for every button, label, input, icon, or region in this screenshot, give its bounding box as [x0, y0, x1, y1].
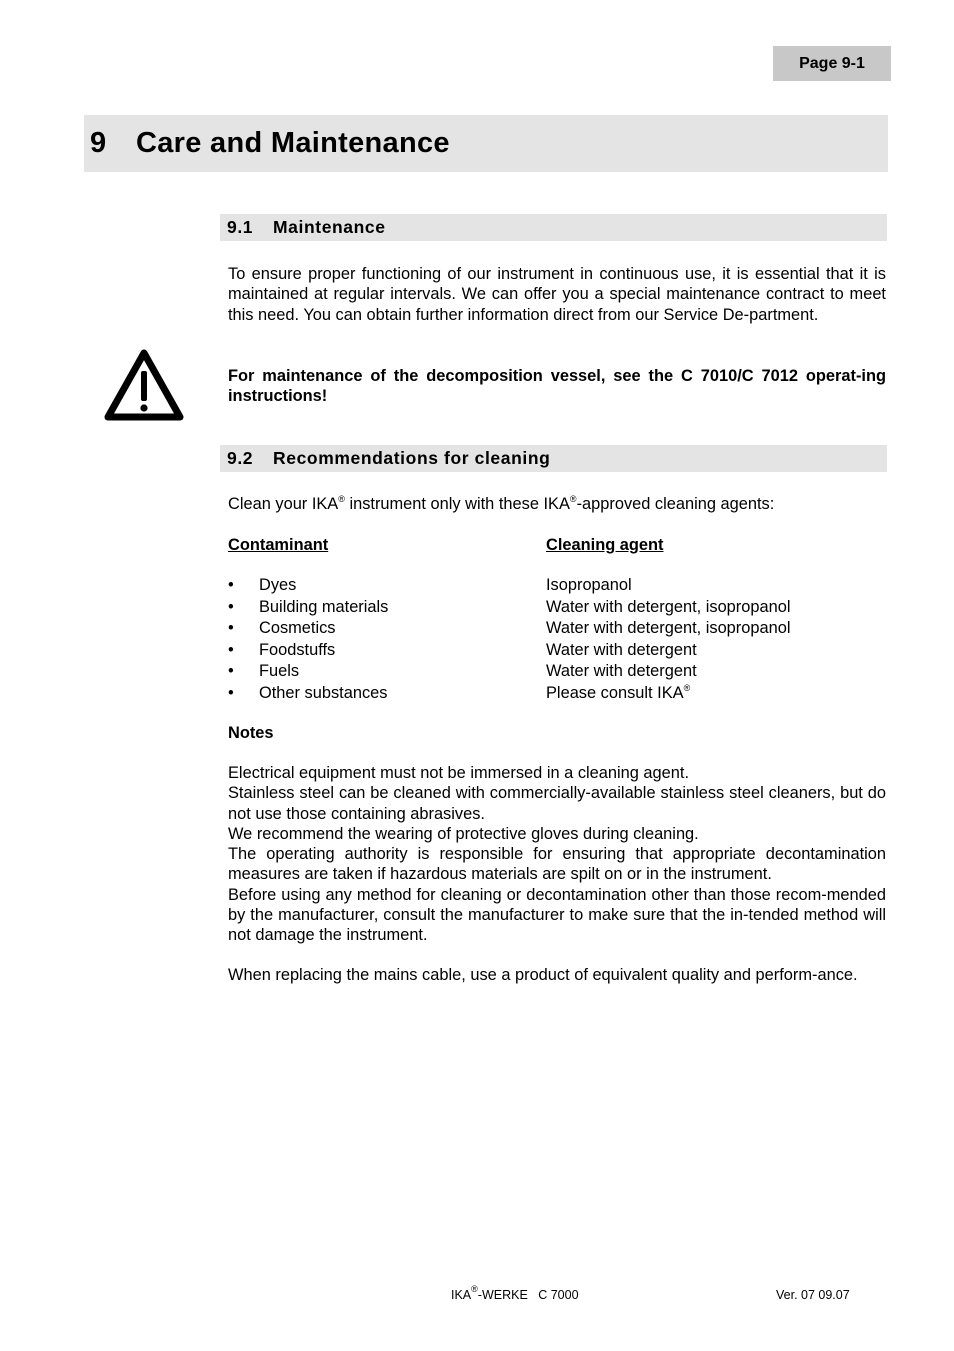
cleaning-agent: [546, 684, 690, 703]
contaminant: Building materials: [259, 597, 389, 616]
table-row: [228, 576, 888, 597]
chapter-heading: [84, 115, 888, 172]
page-number: Page 9-1: [799, 54, 865, 72]
cleaning-agent: Isopropanol: [546, 576, 632, 594]
note-item: Electrical equipment must not be immersed in a cleaning agent.: [228, 764, 690, 782]
cleaning-agent: Water with detergent: [546, 640, 697, 659]
bullet: •: [228, 662, 234, 680]
section-title: Recommendations for cleaning: [273, 448, 551, 468]
table-row: [228, 684, 888, 705]
maintenance-warning-text: For maintenance of the decomposition vessel, see the C 7010/C 7012 operat-ing instructions!: [228, 367, 886, 406]
cleaning-intro: [228, 494, 886, 514]
maintenance-paragraph: To ensure proper functioning of our instrument in continuous use, it is essential that it is maintained at regular intervals. We can offer you a special maintenance contract to meet this need. You can obtain further information direct from our Service De-partment.: [228, 265, 886, 324]
section-number: 9.1: [227, 217, 254, 237]
bullet: •: [228, 640, 234, 659]
registered-mark: ®: [338, 494, 345, 504]
cleaning-agent: Water with detergent, isopropanol: [546, 619, 791, 637]
page-number-badge: [773, 46, 891, 81]
registered-mark: ®: [569, 494, 577, 504]
agent-text: Please consult IKA: [546, 683, 684, 702]
footer-version: Ver. 07 09.07: [776, 1288, 850, 1302]
footer-brand: [451, 1284, 579, 1302]
registered-mark: ®: [471, 1284, 478, 1294]
chapter-title: Care and Maintenance: [136, 127, 450, 159]
bullet: •: [228, 576, 234, 594]
contaminant: Fuels: [259, 662, 300, 680]
note-item: Stainless steel can be cleaned with commercially-available stainless steel cleaners, but do not use those containing abrasives.: [228, 784, 886, 823]
section-heading-cleaning: [220, 445, 887, 472]
column-header-cleaning-agent: Cleaning agent: [546, 536, 664, 554]
footer-model: -WERKE C 7000: [477, 1288, 579, 1302]
intro-text-1: Clean your IKA: [228, 495, 339, 513]
cleaning-agent: Water with detergent: [546, 662, 697, 680]
chapter-number: 9: [90, 127, 107, 159]
warning-triangle-icon: [104, 349, 184, 422]
section-heading-maintenance: [220, 214, 887, 241]
mains-cable-paragraph: When replacing the mains cable, use a product of equivalent quality and perform-ance.: [228, 966, 858, 984]
contaminant: Other substances: [259, 683, 388, 702]
notes-heading: Notes: [228, 724, 274, 742]
bullet: •: [228, 619, 234, 637]
table-header: [228, 536, 888, 557]
footer-brand-name: IKA: [451, 1288, 472, 1302]
notes-list: [228, 763, 886, 946]
note-item: The operating authority is responsible for ensuring that appropriate decontamination measures are taken if hazardous materials are spilt on or in the instrument.: [228, 845, 886, 884]
table-row: [228, 598, 888, 619]
intro-text-3: -approved cleaning agents:: [576, 495, 775, 513]
cleaning-agent: Water with detergent, isopropanol: [546, 597, 791, 616]
section-title: Maintenance: [273, 217, 386, 237]
contaminant: Foodstuffs: [259, 640, 336, 659]
column-header-contaminant: Contaminant: [228, 536, 329, 554]
note-item: Before using any method for cleaning or decontamination other than those recom-mended by the manufacturer, consult the manufacturer to make sure that the in-tended method will not damage the instrument.: [228, 885, 886, 945]
registered-mark: ®: [683, 682, 691, 693]
bullet: •: [228, 683, 234, 702]
contaminant: Dyes: [259, 576, 297, 594]
note-item: We recommend the wearing of protective gloves during cleaning.: [228, 824, 699, 843]
table-row: [228, 641, 888, 662]
contaminant: Cosmetics: [259, 619, 336, 637]
table-row: [228, 619, 888, 640]
bullet: •: [228, 597, 234, 616]
table-row: [228, 662, 888, 683]
section-number: 9.2: [227, 448, 254, 468]
intro-text-2: instrument only with these IKA: [344, 495, 570, 513]
